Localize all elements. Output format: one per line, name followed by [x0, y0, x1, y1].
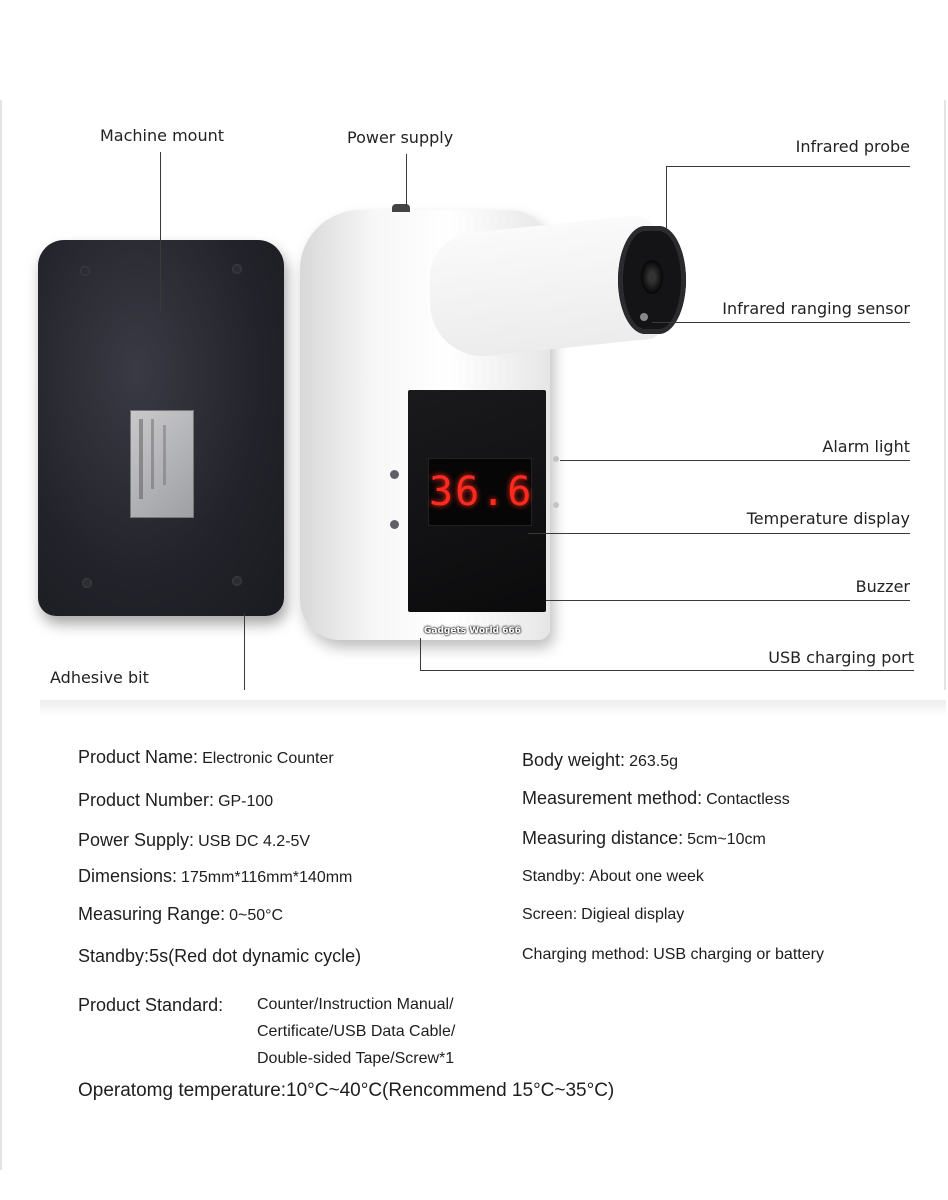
spec-screen: Screen: Digieal display [522, 906, 685, 923]
plate-screw [80, 266, 90, 276]
border-line-left [0, 100, 2, 1170]
probe-lens [641, 260, 663, 294]
indicator-dot [390, 520, 399, 529]
callout-power-supply: Power supply [347, 128, 454, 147]
leader-line [666, 166, 910, 167]
callout-machine-mount: Machine mount [100, 126, 224, 145]
spec-charging-method: Charging method: USB charging or battery [522, 946, 824, 963]
callout-infrared-probe: Infrared probe [795, 137, 910, 156]
section-divider [40, 700, 946, 716]
spec-product-standard-line: Double-sided Tape/Screw*1 [257, 1050, 455, 1067]
spec-power-supply: Power Supply: USB DC 4.2-5V [78, 830, 311, 850]
leader-line [528, 533, 910, 534]
border-line-right [944, 100, 946, 690]
leader-line [244, 614, 245, 690]
leader-line [652, 322, 910, 323]
spec-measurement-method: Measurement method: Contactless [522, 788, 790, 808]
callout-alarm-light: Alarm light [822, 437, 910, 456]
spec-measuring-distance: Measuring distance: 5cm~10cm [522, 828, 766, 848]
ranging-sensor-dot [640, 313, 648, 321]
indicator-dot [390, 470, 399, 479]
spec-product-standard-line: Certificate/USB Data Cable/ [257, 1023, 456, 1040]
leader-line [420, 638, 421, 670]
callout-buzzer: Buzzer [855, 577, 910, 596]
spec-standby-cycle: Standby:5s(Red dot dynamic cycle) [78, 946, 362, 966]
leader-line [666, 166, 667, 228]
spec-product-standard-key: Product Standard: [78, 995, 224, 1015]
spec-product-standard-line: Counter/Instruction Manual/ [257, 996, 454, 1013]
spec-product-number: Product Number: GP-100 [78, 790, 274, 810]
leader-line [406, 154, 407, 206]
power-button[interactable] [392, 204, 410, 212]
watermark: Gadgets World 666 [424, 626, 521, 636]
leader-line [560, 460, 910, 461]
temperature-display: 36.6 [428, 458, 532, 526]
plate-screw [232, 264, 242, 274]
alarm-light [553, 456, 559, 462]
callout-adhesive-bit: Adhesive bit [50, 668, 149, 687]
leader-line [420, 670, 914, 671]
plate-screw [232, 576, 242, 586]
spec-dimensions: Dimensions: 175mm*116mm*140mm [78, 866, 353, 886]
callout-usb-charging-port: USB charging port [768, 648, 914, 667]
spec-measuring-range: Measuring Range: 0~50°C [78, 904, 284, 924]
plate-screw [82, 578, 92, 588]
leader-line [546, 600, 910, 601]
spec-standby-duration: Standby: About one week [522, 868, 704, 885]
callout-temperature-display: Temperature display [746, 509, 910, 528]
spec-body-weight: Body weight: 263.5g [522, 750, 678, 770]
leader-line [160, 152, 161, 312]
buzzer-hole [553, 502, 559, 508]
plate-sticker-label [130, 410, 194, 518]
spec-operating-temperature: Operatomg temperature:10°C~40°C(Rencommend 15°C~35°C) [78, 1080, 615, 1101]
spec-product-name: Product Name: Electronic Counter [78, 747, 334, 767]
callout-infrared-ranging-sensor: Infrared ranging sensor [722, 299, 910, 318]
